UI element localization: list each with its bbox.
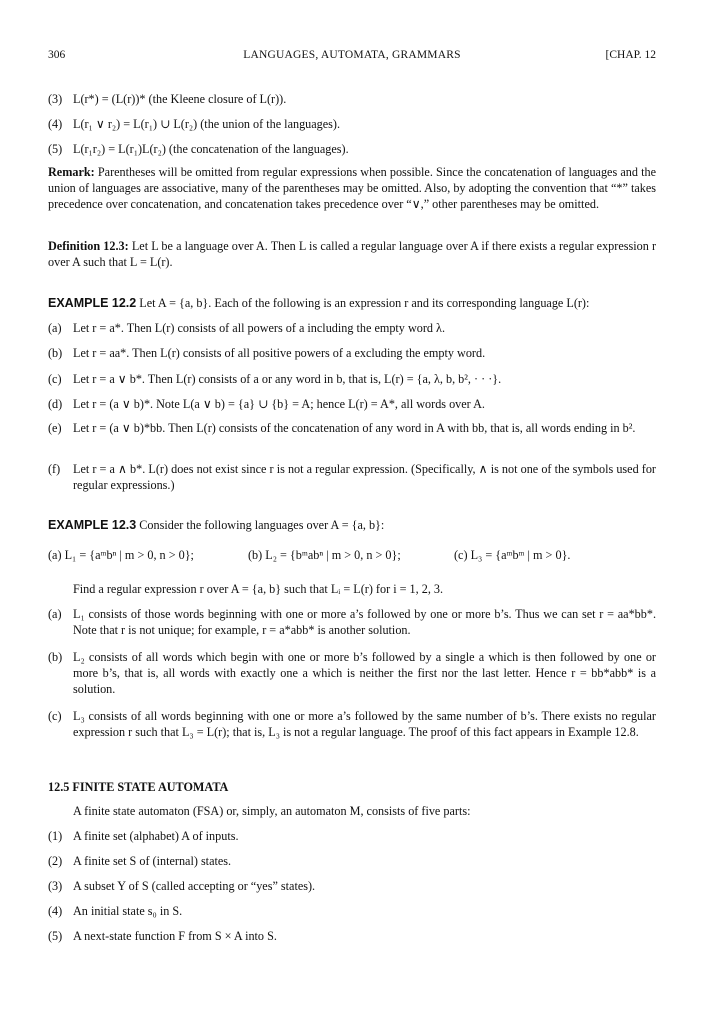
example-intro: Consider the following languages over A = {a, b}: [139,518,385,532]
chapter-label: [CHAP. 12 [605,49,656,61]
example-12-2-heading [48,295,656,311]
definition-text: Let L be a language over A. Then L is called a regular language over A if there exists a regular expression r over A such that L = L(r). [48,239,657,269]
document-page: 306 LANGUAGES, AUTOMATA, GRAMMARS [CHAP. 12 (3) L(r*) = (L(r))* (the Kleene closure of L(r)). (4) L(r₁ ∨ r₂) = L(r₁) ∪ L(r₂) (the union of the languages). (5) L(r₁r₂) = L(r₁)L(r₂) (the concatenation of the languages). Remark: Parentheses will be omitted from regular expressions when possible. Since the concatenation of languages and the union of languages are associative, many of the parentheses may be omitted. Also, by adopting the convention that “*” takes precedence over concatenation, and concatenation takes precedence over “∨,” other parentheses may be omitted. Definition 12.3: Let L be a language over A. Then L is called a regular language over A if there exists a regular expression r over A such that L = L(r). EXAMPLE 12.2 Let A = {a, b}. Each of the following is an expression r and its corresponding language L(r): (a) Let r = a*. Then L(r) consists of all powers of a including the empty word λ. (b) Let r = aa*. Then L(r) consists of all positive powers of a excluding the empty word. (c) Let r = a ∨ b*. Then L(r) consists of a or any word in b, that is, L(r) = {a, λ, b, b², · · ·}. (d) Let r = (a ∨ b)*. Note L(a ∨ b) = {a} ∪ {b} = A; hence L(r) = A*, all words over A. (e) Let r = (a ∨ b)*bb. Then L(r) consists of the concatenation of any word in A with bb, that is, all words ending in b². (f) Let r = a ∧ b*. L(r) does not exist since r is not a regular expression. (Specifically, ∧ is not one of the symbols used for regular expressions.) EXAMPLE 12.3 Consider the following languages over A = {a, b}: (a) L₁ = {aᵐbⁿ | m > 0, n > 0}; (b) L₂ = {bᵐabⁿ | m > 0, n > 0}; (c) L₃ = {aᵐbᵐ | m > 0}. Find a regular expression r over A = {a, b} such that Lᵢ = L(r) for i = 1, 2, 3. (a) L₁ consists of those words beginning with one or more a’s followed by one or more b’s. Thus we can set r = aa*bb*. Note that r is not unique; for example, r = a*abb* is another solution. (b) L₂ consists of all words which begin with one or more b’s followed by a single a which is then followed by one or more b’s, that is, all words with exactly one a which is neither the first nor the last letter. Hence r = bb*abb* is a solution. (c) L₃ consists of all words beginning with one or more a’s followed by the same number of b’s. There exists no regular expression r such that L₃ = L(r); that is, L₃ is not a regular language. The proof of this fact appears in Example 12.8. 12.5 FINITE STATE AUTOMATA A finite state automaton (FSA) or, simply, an automaton M, consists of five parts: (1) A finite set (alphabet) A of inputs. (2) A finite set S of (internal) states. (3) A subset Y of S (called accepting or “yes” states). (4) An initial state s₀ in S. (5) A next-state function F from S × A into S. [48,49,657,943]
definition-paragraph [48,238,656,270]
language-l1: (a) L₁ = {aᵐbⁿ | m > 0, n > 0}; [48,548,194,562]
page-number: 306 [48,49,66,61]
example-task: Find a regular expression r over A = {a, b} such that Lᵢ = L(r) for i = 1, 2, 3. [73,582,444,596]
example-label: EXAMPLE 12.3 [48,518,137,532]
definition-label: Definition 12.3: [48,239,129,253]
running-title: LANGUAGES, AUTOMATA, GRAMMARS [243,49,461,61]
page-header [48,47,656,63]
section-heading: 12.5 FINITE STATE AUTOMATA [48,780,229,794]
remark-text: Parentheses will be omitted from regular expressions when possible. Since the concatenation of languages and the union of languages are associative, many of the parentheses may be omitted. Also, by adopting the convention that “*” takes precedence over concatenation, and concatenation takes precedence over “∨,” other parentheses may be omitted. [48,165,657,211]
remark-paragraph [48,164,656,212]
section-intro: A finite state automaton (FSA) or, simply, an automaton M, consists of five parts: [73,804,471,818]
example-intro: Let A = {a, b}. Each of the following is an expression r and its corresponding language L(r): [139,296,590,310]
language-l3: (c) L₃ = {aᵐbᵐ | m > 0}. [454,548,571,562]
example-12-3-heading [48,517,656,533]
example-label: EXAMPLE 12.2 [48,296,137,310]
remark-label: Remark: [48,165,95,179]
language-l2: (b) L₂ = {bᵐabⁿ | m > 0, n > 0}; [248,548,401,562]
